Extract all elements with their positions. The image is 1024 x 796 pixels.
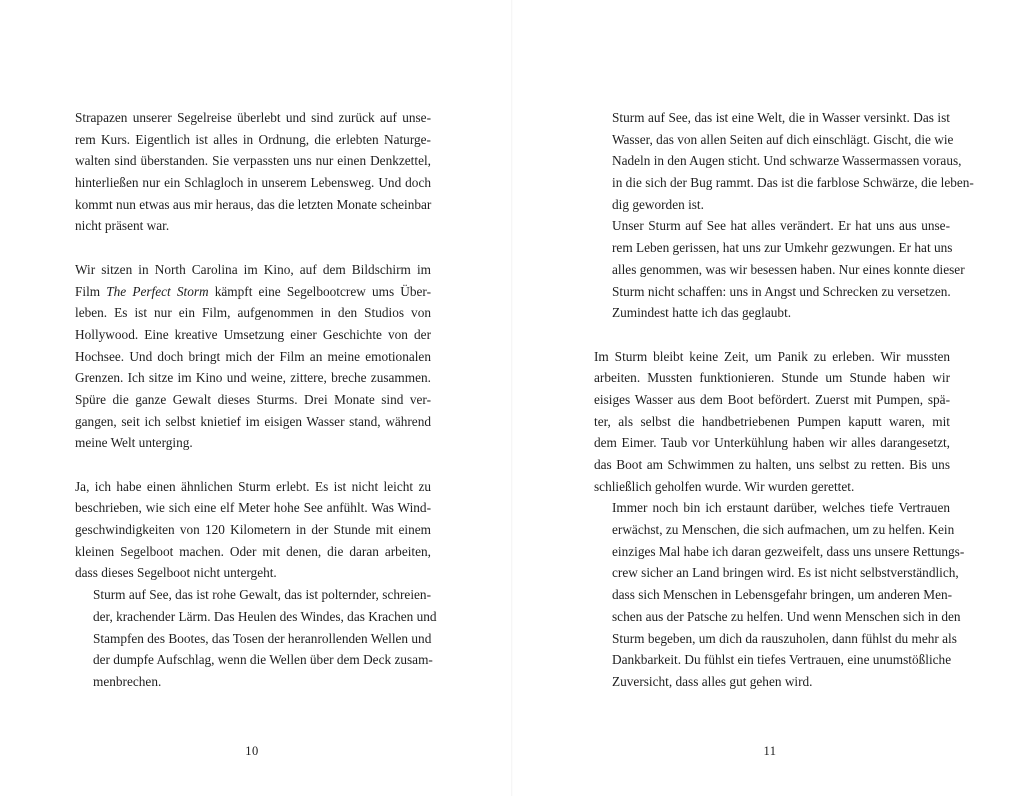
- text-line: Nadeln in den Augen sticht. Und schwarze Wassermassen voraus,: [612, 153, 962, 169]
- text-line: erwächst, zu Menschen, die sich aufmachen, um zu helfen. Kein: [612, 522, 955, 538]
- text-line: Zumindest hatte ich das geglaubt.: [612, 305, 792, 321]
- text-line: dig geworden ist.: [612, 196, 704, 212]
- text-line: rem Kurs. Eigentlich ist alles in Ordnung, die erlebten Naturge-: [75, 131, 431, 147]
- text-line: dass dieses Segelboot nicht untergeht.: [75, 565, 277, 581]
- text-line: einziges Mal habe ich daran gezweifelt, dass uns unsere Rettungs-: [612, 543, 965, 559]
- left-page-text: [75, 107, 437, 693]
- text-line: der dumpfe Aufschlag, wenn die Wellen über dem Deck zusam-: [93, 652, 433, 668]
- text-line: Dankbarkeit. Du fühlst ein tiefes Vertrauen, eine unumstößliche: [612, 652, 952, 668]
- text-line: Sturm auf See, das ist rohe Gewalt, das ist polternder, schreien-: [93, 587, 431, 603]
- text-line: gangen, seit ich selbst knietief im eisigen Wasser stand, während: [75, 413, 431, 429]
- text-line: das Boot am Schwimmen zu halten, uns selbst zu retten. Bis uns: [594, 457, 950, 472]
- text-line: Sturm auf See, das ist eine Welt, die in Wasser versinkt. Das ist: [612, 110, 950, 125]
- text-line: menbrechen.: [93, 673, 162, 689]
- text-line: Film The Perfect Storm kämpft eine Segelbootcrew ums Über-: [75, 283, 431, 299]
- text-line: Stampfen des Bootes, das Tosen der heranrollenden Wellen und: [93, 630, 432, 646]
- paragraph-gap: [75, 454, 431, 476]
- text-line: nicht präsent war.: [75, 218, 170, 234]
- text-line: Wir sitzen in North Carolina im Kino, auf dem Bildschirm im: [75, 261, 431, 277]
- paragraph: [75, 476, 431, 584]
- text-line: schließlich geholfen wurde. Wir wurden gerettet.: [594, 478, 855, 494]
- text-line: arbeiten. Mussten funktionieren. Stunde um Stunde haben wir: [594, 370, 950, 386]
- text-line: Immer noch bin ich erstaunt darüber, welches tiefe Vertrauen: [612, 500, 950, 516]
- text-line: geschwindigkeiten von 120 Kilometern in der Stunde mit einem: [75, 522, 431, 538]
- text-line: dass sich Menschen in Lebensgefahr bringen, um anderen Men-: [612, 587, 953, 603]
- text-line: Sturm nicht schaffen: uns in Angst und Schrecken zu versetzen.: [612, 283, 951, 299]
- right-page-number: 11: [763, 744, 777, 758]
- paragraph: [594, 497, 965, 692]
- text-line: Sturm begeben, um dich da rauszuholen, dann fühlst du mehr als: [612, 630, 957, 646]
- film-title: The Perfect Storm: [106, 283, 209, 299]
- text-line: Hollywood. Eine kreative Umsetzung einer Geschichte von der: [75, 326, 431, 342]
- text-line: meine Welt unterging.: [75, 435, 193, 451]
- text-line: Im Sturm bleibt keine Zeit, um Panik zu erleben. Wir mussten: [594, 348, 950, 364]
- paragraph: [75, 584, 437, 692]
- text-line: Ja, ich habe einen ähnlichen Sturm erlebt. Es ist nicht leicht zu: [75, 478, 431, 494]
- text-line: leben. Es ist nur ein Film, aufgenommen in den Studios von: [75, 305, 431, 321]
- text-line: Hochsee. Und doch bringt mich der Film an meine emotionalen: [75, 348, 431, 364]
- text-line: Wasser, das von allen Seiten auf dich einschlägt. Gischt, die wie: [612, 131, 954, 147]
- text-line: schen aus der Patsche zu helfen. Und wenn Menschen sich in den: [612, 608, 961, 624]
- text-line: Spüre die ganze Gewalt dieses Sturms. Drei Monate sind ver-: [75, 391, 431, 407]
- text-line: eisiges Wasser aus dem Boot befördert. Zuerst mit Pumpen, spä-: [594, 391, 950, 407]
- paragraph: [594, 107, 974, 215]
- text-line: kleinen Segelboot machen. Oder mit denen, die daran arbeiten,: [75, 543, 431, 559]
- text-line: Strapazen unserer Segelreise überlebt und sind zurück auf unse-: [75, 110, 431, 125]
- text-line: ter, als selbst die handbetriebenen Pumpen kaputt waren, mit: [594, 413, 950, 429]
- text-line: Grenzen. Ich sitze im Kino und weine, zittere, breche zusammen.: [75, 370, 431, 386]
- paragraph-gap: [594, 324, 950, 346]
- text-line: hinterließen nur ein Schlagloch in unserem Lebensweg. Und doch: [75, 175, 431, 191]
- text-line: alles genommen, was wir besessen haben. Nur eines konnte dieser: [612, 261, 965, 277]
- book-gutter: [511, 0, 513, 796]
- text-line: Zuversicht, dass alles gut gehen wird.: [612, 673, 813, 689]
- text-line: dem Eimer. Taub vor Unterkühlung haben wir alles darangesetzt,: [594, 435, 950, 451]
- text-line: crew sicher an Land bringen wird. Es ist nicht selbstverständlich,: [612, 565, 959, 581]
- left-page-number: 10: [245, 744, 259, 758]
- paragraph: [75, 259, 431, 454]
- text-line: in die sich der Bug rammt. Das ist die farblose Schwärze, die leben-: [612, 175, 974, 191]
- right-page-text: [594, 107, 974, 693]
- text-line: beschrieben, wie sich eine elf Meter hohe See anfühlt. Was Wind-: [75, 500, 431, 516]
- text-line: walten sind überstanden. Sie verpassten uns nur einen Denkzettel,: [75, 153, 431, 169]
- text-line: der, krachender Lärm. Das Heulen des Windes, das Krachen und: [93, 608, 437, 624]
- text-line: Unser Sturm auf See hat alles verändert. Er hat uns aus unse-: [612, 218, 950, 234]
- text-line: kommt nun etwas aus mir heraus, das die letzten Monate scheinbar: [75, 196, 432, 212]
- text-line: rem Leben gerissen, hat uns zur Umkehr gezwungen. Er hat uns: [612, 240, 953, 256]
- paragraph: [594, 215, 965, 323]
- paragraph: [75, 107, 431, 237]
- paragraph: [594, 346, 950, 498]
- paragraph-gap: [75, 237, 431, 259]
